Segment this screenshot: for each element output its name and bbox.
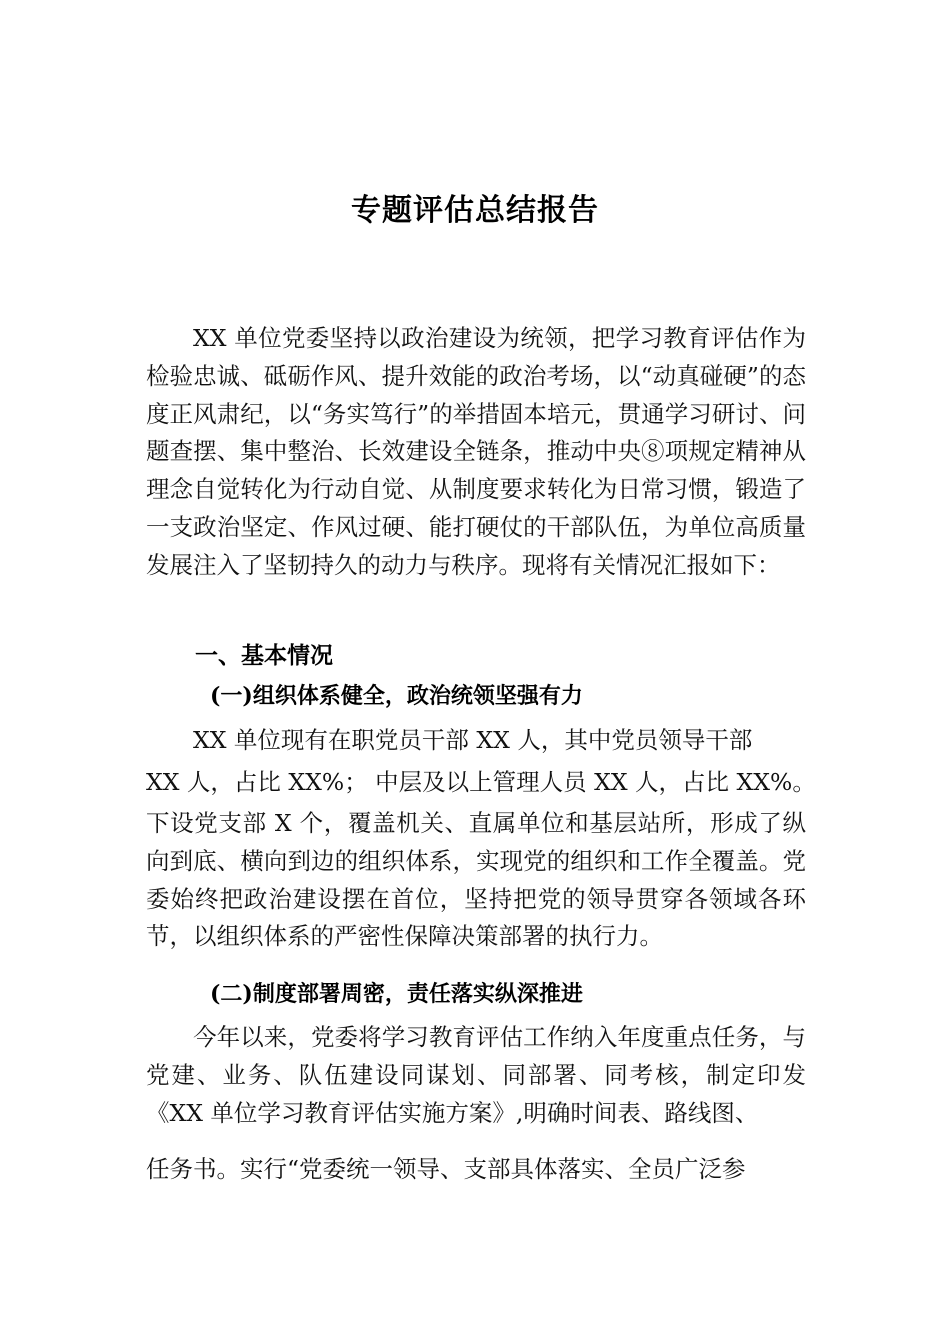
sub2-last-line: 任务书。实行“党委统一领导、支部具体落实、全员广泛参	[146, 1155, 746, 1183]
subsection-heading-2: (二)制度部署周密，责任落实纵深推进	[210, 981, 583, 1007]
subsection-heading-1: (一)组织体系健全，政治统领坚强有力	[210, 683, 583, 709]
section-heading-basic-situation: 一、基本情况	[195, 643, 333, 669]
intro-paragraph	[146, 320, 806, 585]
intro-text: XX 单位党委坚持以政治建设为统领，把学习教育评估作为检验忠诚、砥砺作风、提升效能的政治考场，以“动真碰硬”的态度正风肃纪，以“务实笃行”的举措固本培元，贯通学习研讨、问题查摆、集中整治、长效建设全链条，推动中央⑧项规定精神从理念自觉转化为行动自觉、从制度要求转化为日常习惯，锻造了一支政治坚定、作风过硬、能打硬仗的干部队伍，为单位高质量发展注入了坚韧持久的动力与秩序。现将有关情况汇报如下：	[146, 324, 806, 579]
sub1-line-2: XX 人，占比 XX%； 中层及以上管理人员 XX 人，占比 XX%。	[146, 768, 816, 796]
sub1-paragraph: 下设党支部 X 个，覆盖机关、直属单位和基层站所，形成了纵向到底、横向到边的组织体系，实现党的组织和工作全覆盖。党委始终把政治建设摆在首位，坚持把党的领导贯穿各领域各环节，以组织体系的严密性保障决策部署的执行力。	[146, 809, 806, 951]
sub2-text: 今年以来，党委将学习教育评估工作纳入年度重点任务，与党建、业务、队伍建设同谋划、同部署、同考核，制定印发《XX 单位学习教育评估实施方案》,明确时间表、路线图、	[146, 1023, 806, 1127]
sub2-paragraph	[146, 1019, 806, 1132]
sub1-line-1: XX 单位现有在职党员干部 XX 人，其中党员领导干部	[193, 726, 753, 754]
document-title: 专题评估总结报告	[351, 193, 599, 228]
